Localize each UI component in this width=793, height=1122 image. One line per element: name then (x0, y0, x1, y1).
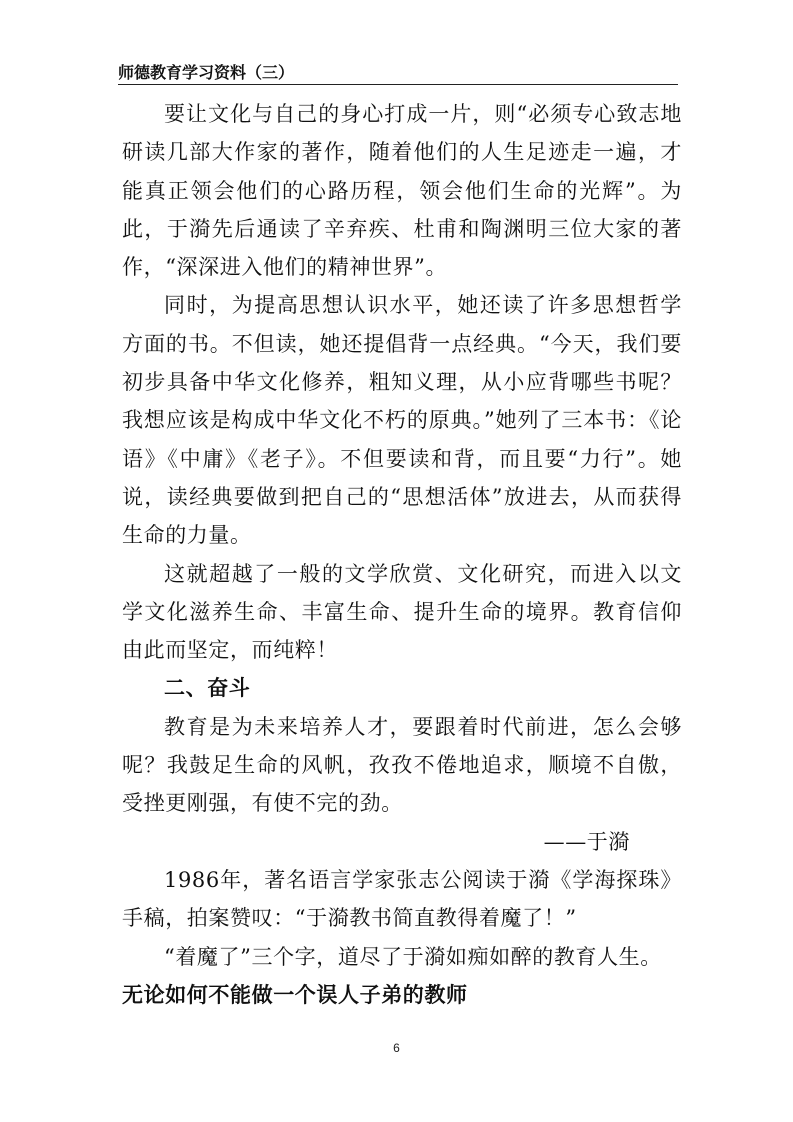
paragraph: 要让文化与自己的身心打成一片，则“必须专心致志地研读几部大作家的著作，随着他们的人生足迹走一遍，才能真正领会他们的心路历程，领会他们生命的光辉”。为此，于漪先后通读了辛弃疾、杜甫和陶渊明三位大家的著作，“深深进入他们的精神世界”。 (122, 102, 682, 280)
header-rule (118, 84, 678, 85)
quote-attribution: ——于漪 (543, 829, 630, 854)
paragraph: 1986年，著名语言学家张志公阅读于漪《学海探珠》手稿，拍案赞叹：“于漪教书简直教得着魔了！” (122, 867, 682, 931)
page-number: 6 (393, 1041, 400, 1055)
paragraph: “着魔了”三个字，道尽了于漪如痴如醉的教育人生。 (164, 944, 662, 969)
running-header: 师德教育学习资料（三） (118, 63, 295, 82)
paragraph: 同时，为提高思想认识水平，她还读了许多思想哲学方面的书。不但读，她还提倡背一点经典。“今天，我们要初步具备中华文化修养，粗知义理，从小应背哪些书呢？我想应该是构成中华文化不朽的原典。”她列了三本书：《论语》《中庸》《老子》。不但要读和背，而且要“力行”。她说，读经典要做到把自己的“思想活体”放进去，从而获得生命的力量。 (122, 293, 682, 548)
paragraph: 这就超越了一般的文学欣赏、文化研究，而进入以文学文化滋养生命、丰富生命、提升生命的境界。教育信仰由此而坚定，而纯粹！ (122, 561, 682, 663)
section-heading: 二、奋斗 (164, 676, 251, 701)
subsection-heading: 无论如何不能做一个误人子弟的教师 (122, 982, 468, 1007)
body-text (122, 95, 682, 1014)
quote-paragraph: 教育是为未来培养人才，要跟着时代前进，怎么会够呢？我鼓足生命的风帆，孜孜不倦地追求，顺境不自傲，受挫更刚强，有使不完的劲。 (122, 714, 682, 816)
